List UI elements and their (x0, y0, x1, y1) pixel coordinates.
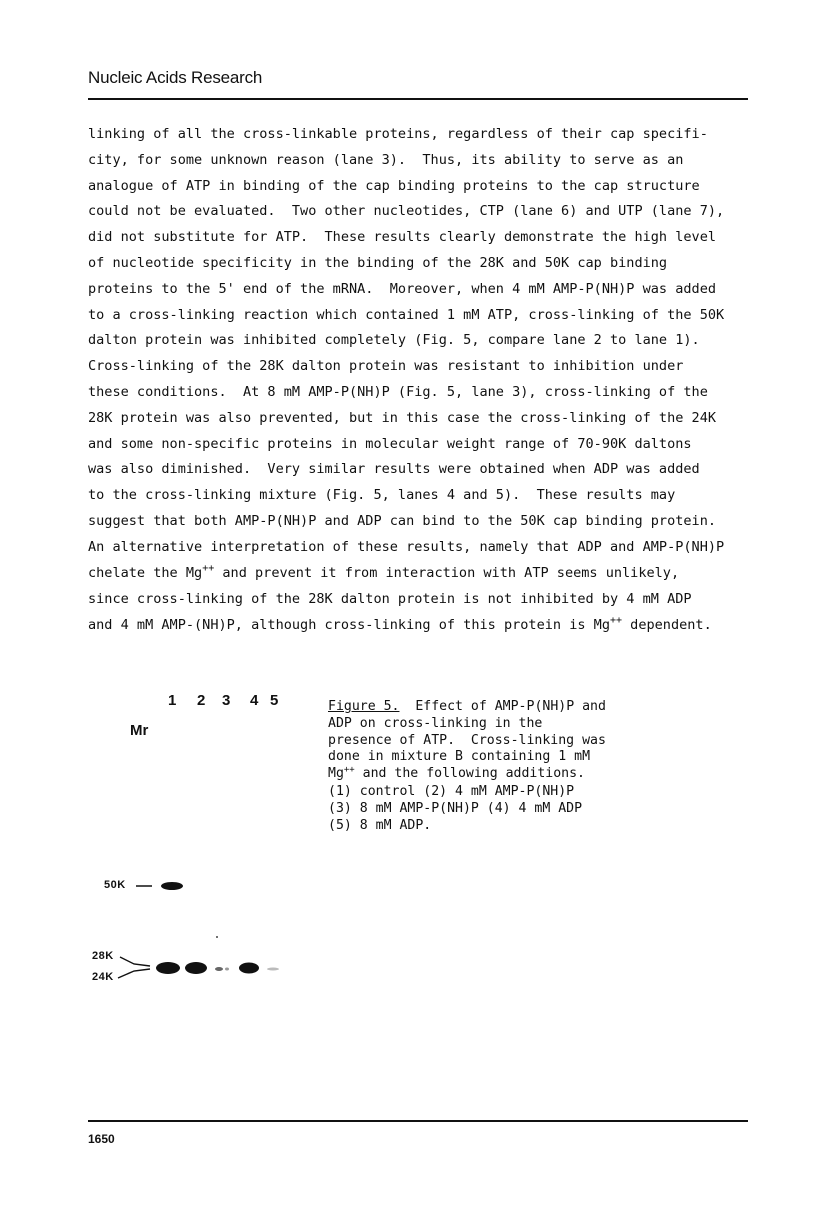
figure-caption (328, 699, 648, 834)
body-line (88, 613, 768, 640)
caption-segment: Effect of AMP-P(NH)P and (399, 699, 606, 714)
body-line: suggest that both AMP-P(NH)P and ADP can bind to the 50K cap binding protein. (88, 512, 717, 529)
body-line: could not be evaluated. Two other nucleotides, CTP (lane 6) and UTP (lane 7), (88, 203, 725, 220)
body-line: linking of all the cross-linkable proteins, regardless of their cap specifi- (88, 126, 708, 142)
superscript: ++ (609, 615, 623, 627)
journal-title: Nucleic Acids Research (88, 68, 263, 87)
band-faint-lane-5 (267, 968, 279, 971)
band-28k-lane-4 (239, 963, 259, 974)
body-line: since cross-linking of the 28K dalton protein is not inhibited by 4 mM ADP (88, 591, 692, 608)
superscript: ++ (343, 765, 355, 776)
body-line: and some non-specific proteins in molecular weight range of 70-90K daltons (88, 435, 692, 452)
body-line-segment: dependent. (622, 617, 712, 634)
lane-number-2: 2 (197, 692, 206, 709)
page-number: 1650 (88, 1132, 115, 1146)
body-line: An alternative interpretation of these results, namely that ADP and AMP-P(NH)P (88, 538, 725, 555)
body-line-segment: and prevent it from interaction with ATP seems unlikely, (214, 564, 680, 581)
header-rule (88, 98, 748, 100)
band-50k-lane-1 (161, 882, 183, 890)
body-line: these conditions. At 8 mM AMP-P(NH)P (Fig. 5, lane 3), cross-linking of the (88, 383, 708, 400)
body-line: 28K protein was also prevented, but in this case the cross-linking of the 24K (88, 409, 717, 426)
body-line: dalton protein was inhibited completely (Fig. 5, compare lane 2 to lane 1). (88, 332, 700, 349)
lane-number-1: 1 (168, 692, 177, 709)
band-28k-lane-2 (185, 962, 207, 974)
gel-speck (216, 936, 218, 938)
footer-rule (88, 1120, 748, 1122)
caption-line: (3) 8 mM AMP-P(NH)P (4) 4 mM ADP (328, 800, 583, 816)
mr-label: Mr (130, 722, 149, 739)
body-line: proteins to the 5' end of the mRNA. Moreover, when 4 mM AMP-P(NH)P was added (88, 280, 717, 297)
caption-line: (1) control (2) 4 mM AMP-P(NH)P (328, 783, 575, 799)
body-line-segment: and 4 mM AMP-(NH)P, although cross-linking of this protein is Mg (88, 617, 610, 634)
body-line (88, 561, 768, 588)
marker-label-28k: 28K (92, 950, 114, 962)
caption-line (328, 766, 648, 784)
marker-pointer-28k (120, 957, 150, 966)
caption-line: (5) 8 mM ADP. (328, 817, 432, 833)
body-line: Cross-linking of the 28K dalton protein was resistant to inhibition under (88, 358, 684, 375)
band-28k-lane-1 (156, 962, 180, 974)
caption-line: ADP on cross-linking in the (328, 715, 543, 731)
marker-label-24k: 24K (92, 971, 114, 983)
caption-line (328, 699, 648, 716)
body-line: city, for some unknown reason (lane 3). Thus, its ability to serve as an (88, 151, 684, 168)
superscript: ++ (202, 562, 215, 574)
caption-line: presence of ATP. Cross-linking was (328, 732, 606, 748)
band-faint-lane-3 (215, 967, 223, 971)
body-text (88, 122, 768, 640)
body-line: was also diminished. Very similar results were obtained when ADP was added (88, 461, 700, 478)
band-faint-lane-3b (225, 968, 229, 971)
body-line: did not substitute for ATP. These results clearly demonstrate the high level (88, 229, 717, 246)
body-line: to a cross-linking reaction which contained 1 mM ATP, cross-linking of the 50K (88, 306, 725, 323)
caption-segment: and the following additions. (354, 766, 585, 782)
lane-number-4: 4 (250, 692, 259, 709)
body-line-segment: chelate the Mg (88, 564, 203, 581)
lane-number-5: 5 (270, 692, 279, 709)
figure-title: Figure 5. (328, 699, 400, 714)
marker-label-50k: 50K (104, 879, 126, 891)
body-line: to the cross-linking mixture (Fig. 5, lanes 4 and 5). These results may (88, 487, 676, 504)
body-line: of nucleotide specificity in the binding of the 28K and 50K cap binding (88, 254, 668, 271)
body-line: analogue of ATP in binding of the cap binding proteins to the cap structure (88, 177, 700, 194)
lane-number-3: 3 (222, 692, 231, 709)
marker-pointer-24k (118, 969, 150, 978)
caption-line: done in mixture B containing 1 mM (328, 749, 591, 765)
caption-segment: Mg (328, 766, 344, 782)
